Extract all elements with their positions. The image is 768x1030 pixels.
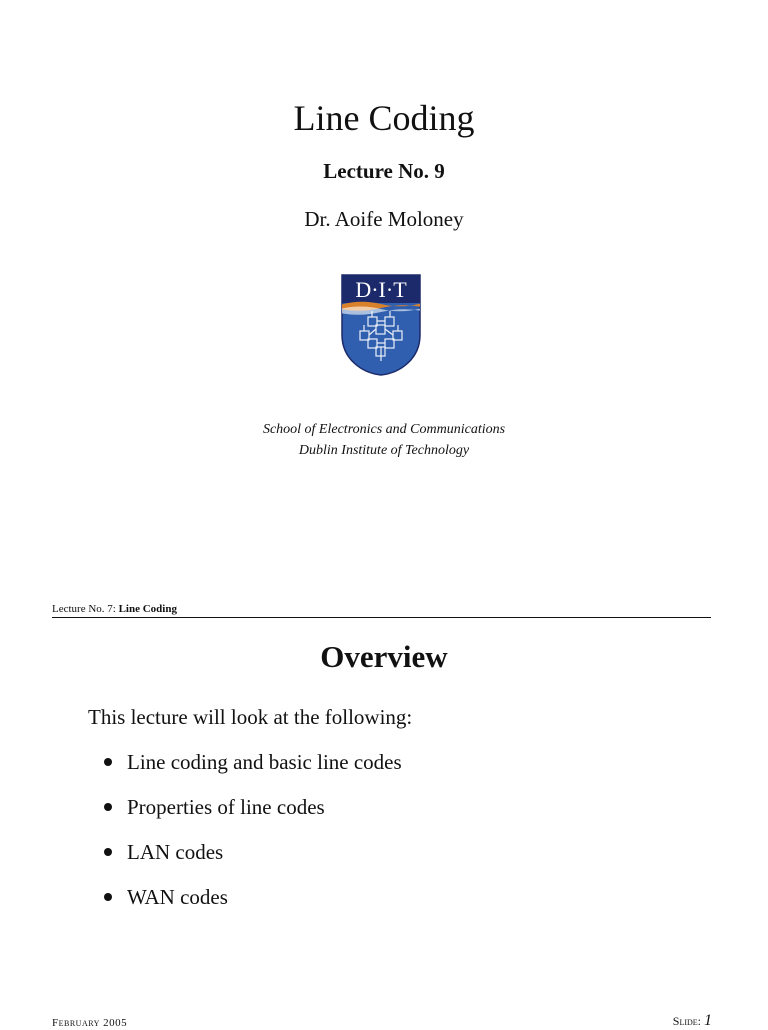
- overview-bullet-list: [104, 748, 402, 928]
- bullet-icon: [104, 893, 112, 901]
- footer-slide-label: Slide:: [672, 1014, 704, 1028]
- bullet-icon: [104, 758, 112, 766]
- list-item: [104, 838, 402, 883]
- author-name: Dr. Aoife Moloney: [304, 207, 464, 231]
- bullet-icon: [104, 803, 112, 811]
- affiliation-institute: Dublin Institute of Technology: [298, 443, 470, 458]
- slide-header-title: Line Coding: [118, 603, 177, 615]
- overview-heading: Overview: [320, 639, 448, 674]
- slide-number: 1: [704, 1012, 712, 1029]
- bullet-icon: [104, 848, 112, 856]
- list-item-text: Properties of line codes: [127, 795, 325, 819]
- list-item-text: LAN codes: [127, 840, 224, 864]
- dit-crest-icon: [340, 273, 422, 377]
- list-item: [104, 793, 402, 838]
- lecture-number: Lecture No. 9: [323, 159, 445, 183]
- intro-text: This lecture will look at the following:: [88, 705, 413, 729]
- footer-date: February 2005: [52, 1017, 128, 1029]
- slide-header-prefix: Lecture No. 7:: [52, 603, 119, 615]
- svg-text:D·I·T: D·I·T: [355, 277, 407, 302]
- list-item: [104, 748, 402, 793]
- affiliation-school: School of Electronics and Communications: [262, 422, 506, 437]
- header-divider: [52, 617, 711, 618]
- footer-slide-number: [630, 1013, 712, 1029]
- list-item-text: Line coding and basic line codes: [127, 750, 402, 774]
- slide-title: Line Coding: [293, 98, 475, 138]
- list-item: [104, 883, 402, 928]
- slide-header: [52, 602, 177, 616]
- list-item-text: WAN codes: [127, 885, 228, 909]
